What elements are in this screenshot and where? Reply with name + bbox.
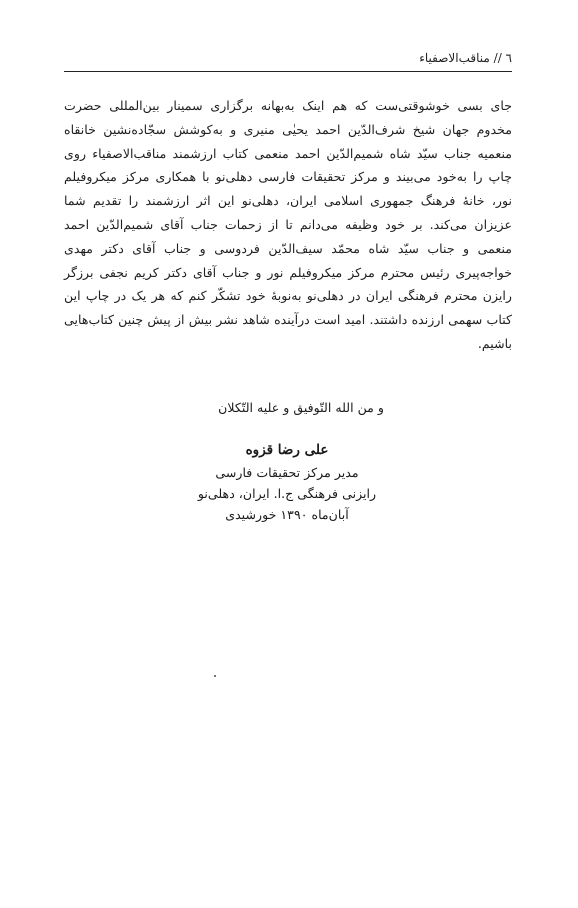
stray-mark bbox=[214, 675, 216, 677]
signature-affiliation: رایزنی فرهنگی ج.ا. ایران، دهلی‌نو bbox=[197, 486, 377, 501]
signature-block bbox=[64, 440, 512, 525]
body-paragraph: جای بسی خوشوقتی‌ست که هم اینک به‌بهانه برگزاری سمینار بین‌المللی حضرت مخدوم جهان شیخ شرف‌الدّین احمد یحیٰی منیری و به‌کوشش سجّاده‌نشین خانقاه منعمیه جناب سیّد شاه شمیم‌الدّین احمد منعمی کتاب ارزشمند مناقب‌الاصفیاء روی چاپ را به‌خود می‌بیند و مرکز تحقیقات فارسی دهلی‌نو با همکاری مرکز میکروفیلم نور، خانهٔ فرهنگ جمهوری اسلامی ایران، دهلی‌نو این اثر ارزشمند را تقدیم شما عزیزان می‌کند. بر خود وظیفه می‌دانم تا از زحمات جناب آقای شمیم‌الدّین احمد منعمی و جناب سیّد شاه محمّد سیف‌الدّین فردوسی و جناب آقای دکتر مهدی خواجه‌پیری رئیس محترم مرکز میکروفیلم نور و جناب آقای دکتر کریم نجفی برزگر رایزن محترم فرهنگی ایران در دهلی‌نو به‌نوبهٔ خود تشکّر کنم که هر یک در چاپ این کتاب سهمی ارزنده داشتند. امید است درآینده شاهد نشر بیش از پیش چنین کتاب‌هایی باشیم. bbox=[64, 98, 512, 351]
header-rule bbox=[64, 71, 512, 72]
running-header-title: ٦ // مناقب‌الاصفیاء bbox=[419, 51, 512, 65]
closing-line: و من الله التّوفیق و علیه التّکلان bbox=[218, 400, 384, 415]
closing-block bbox=[64, 398, 512, 418]
signature-name: علی رضا قزوه bbox=[245, 442, 329, 458]
signature-date: آبان‌ماه ۱۳۹۰ خورشیدی bbox=[225, 507, 349, 522]
running-header bbox=[64, 49, 512, 69]
signature-title: مدیر مرکز تحقیقات فارسی bbox=[215, 465, 359, 480]
